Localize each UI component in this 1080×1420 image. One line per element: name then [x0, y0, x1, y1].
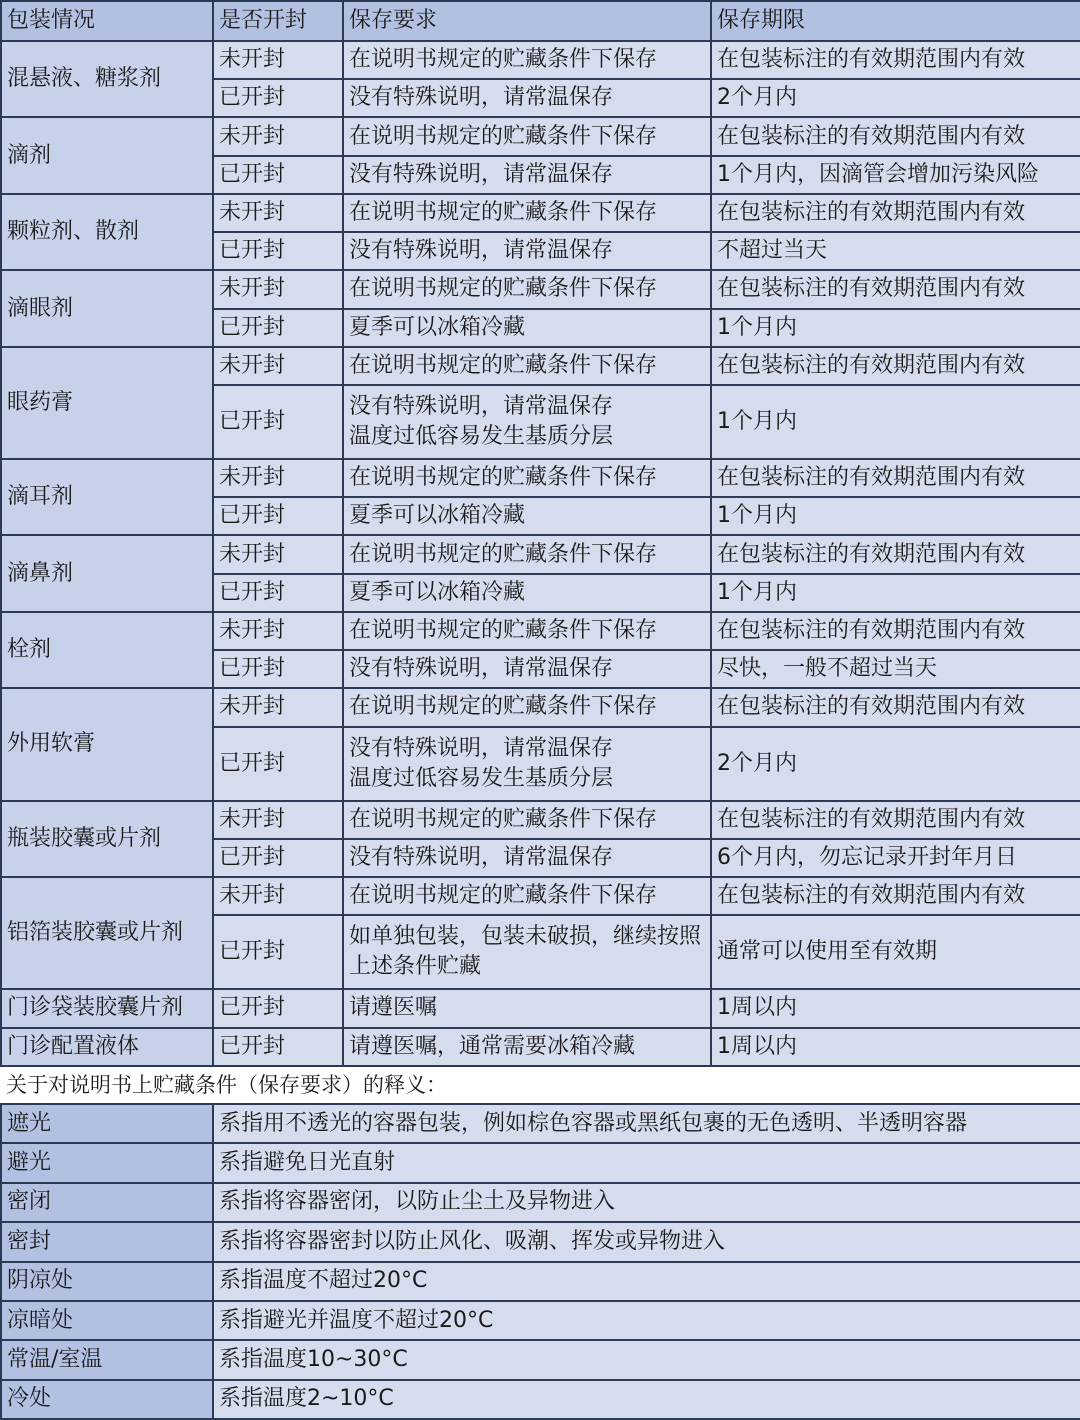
term-cell: 冷处 [1, 1380, 213, 1419]
term-row [1, 1222, 1080, 1261]
period-cell: 在包装标注的有效期范围内有效 [711, 535, 1080, 573]
table-row [1, 117, 1080, 155]
period-cell: 在包装标注的有效期范围内有效 [711, 459, 1080, 497]
period-cell: 1个月内 [711, 497, 1080, 535]
requirement-cell: 在说明书规定的贮藏条件下保存 [343, 688, 711, 726]
requirement-cell: 在说明书规定的贮藏条件下保存 [343, 877, 711, 915]
period-cell: 在包装标注的有效期范围内有效 [711, 877, 1080, 915]
period-cell: 在包装标注的有效期范围内有效 [711, 270, 1080, 308]
term-row [1, 1143, 1080, 1182]
storage-table-body [1, 41, 1080, 1066]
opened-status-cell: 未开封 [213, 347, 343, 385]
requirement-cell: 夏季可以冰箱冷藏 [343, 309, 711, 347]
term-row [1, 1262, 1080, 1301]
requirement-line: 温度过低容易发生基质分层 [349, 424, 614, 449]
terms-table [0, 1103, 1080, 1420]
opened-status-cell: 已开封 [213, 385, 343, 459]
opened-status-cell: 已开封 [213, 989, 343, 1027]
table-row [1, 801, 1080, 839]
requirement-cell: 没有特殊说明，请常温保存 [343, 156, 711, 194]
requirement-cell: 在说明书规定的贮藏条件下保存 [343, 347, 711, 385]
requirement-cell: 在说明书规定的贮藏条件下保存 [343, 270, 711, 308]
definition-cell: 系指温度不超过20°C [213, 1262, 1080, 1301]
opened-status-cell: 已开封 [213, 309, 343, 347]
header-packaging: 包装情况 [1, 1, 213, 41]
period-cell: 2个月内 [711, 727, 1080, 801]
period-cell: 6个月内，勿忘记录开封年月日 [711, 839, 1080, 877]
category-cell: 滴剂 [1, 117, 213, 193]
term-row [1, 1104, 1080, 1143]
opened-status-cell: 未开封 [213, 801, 343, 839]
table-row [1, 535, 1080, 573]
opened-status-cell: 已开封 [213, 574, 343, 612]
requirement-cell: 在说明书规定的贮藏条件下保存 [343, 612, 711, 650]
opened-status-cell: 已开封 [213, 497, 343, 535]
requirement-cell: 在说明书规定的贮藏条件下保存 [343, 535, 711, 573]
definition-cell: 系指用不透光的容器包装，例如棕色容器或黑纸包裹的无色透明、半透明容器 [213, 1104, 1080, 1143]
opened-status-cell: 已开封 [213, 650, 343, 688]
term-cell: 避光 [1, 1143, 213, 1182]
term-cell: 常温/室温 [1, 1340, 213, 1379]
requirement-cell: 请遵医嘱 [343, 989, 711, 1027]
period-cell: 1周以内 [711, 989, 1080, 1027]
requirement-cell [343, 727, 711, 801]
requirement-cell: 请遵医嘱，通常需要冰箱冷藏 [343, 1028, 711, 1066]
term-cell: 阴凉处 [1, 1262, 213, 1301]
term-row [1, 1301, 1080, 1340]
requirement-cell: 在说明书规定的贮藏条件下保存 [343, 459, 711, 497]
header-period: 保存期限 [711, 1, 1080, 41]
category-cell: 瓶装胶囊或片剂 [1, 801, 213, 877]
period-cell: 在包装标注的有效期范围内有效 [711, 117, 1080, 155]
opened-status-cell: 已开封 [213, 1028, 343, 1066]
term-row [1, 1340, 1080, 1379]
opened-status-cell: 未开封 [213, 194, 343, 232]
term-cell: 凉暗处 [1, 1301, 213, 1340]
period-cell: 在包装标注的有效期范围内有效 [711, 612, 1080, 650]
category-cell: 栓剂 [1, 612, 213, 688]
requirement-cell: 在说明书规定的贮藏条件下保存 [343, 41, 711, 79]
table-row [1, 194, 1080, 232]
period-cell: 不超过当天 [711, 232, 1080, 270]
definition-cell: 系指避光并温度不超过20°C [213, 1301, 1080, 1340]
table-row [1, 989, 1080, 1027]
requirement-cell: 在说明书规定的贮藏条件下保存 [343, 194, 711, 232]
table-row [1, 41, 1080, 79]
period-cell: 2个月内 [711, 79, 1080, 117]
opened-status-cell: 已开封 [213, 79, 343, 117]
period-cell: 通常可以使用至有效期 [711, 915, 1080, 989]
category-cell: 眼药膏 [1, 347, 213, 459]
opened-status-cell: 未开封 [213, 41, 343, 79]
category-cell: 滴耳剂 [1, 459, 213, 535]
requirement-cell: 夏季可以冰箱冷藏 [343, 497, 711, 535]
term-cell: 密闭 [1, 1183, 213, 1222]
opened-status-cell: 未开封 [213, 117, 343, 155]
requirement-cell: 在说明书规定的贮藏条件下保存 [343, 117, 711, 155]
terms-table-body [1, 1104, 1080, 1419]
opened-status-cell: 已开封 [213, 915, 343, 989]
category-cell: 门诊配置液体 [1, 1028, 213, 1066]
category-cell: 铝箔装胶囊或片剂 [1, 877, 213, 989]
opened-status-cell: 已开封 [213, 839, 343, 877]
definition-cell: 系指温度10~30°C [213, 1340, 1080, 1379]
term-row [1, 1380, 1080, 1419]
term-cell: 遮光 [1, 1104, 213, 1143]
table-row [1, 270, 1080, 308]
category-cell: 门诊袋装胶囊片剂 [1, 989, 213, 1027]
requirement-cell: 没有特殊说明，请常温保存 [343, 232, 711, 270]
table-row [1, 688, 1080, 726]
storage-note: 关于对说明书上贮藏条件（保存要求）的释义： [0, 1067, 1080, 1103]
table-row [1, 1028, 1080, 1066]
opened-status-cell: 未开封 [213, 270, 343, 308]
period-cell: 在包装标注的有效期范围内有效 [711, 347, 1080, 385]
opened-status-cell: 未开封 [213, 612, 343, 650]
requirement-cell: 没有特殊说明，请常温保存 [343, 839, 711, 877]
opened-status-cell: 已开封 [213, 156, 343, 194]
table-row [1, 612, 1080, 650]
category-cell: 颗粒剂、散剂 [1, 194, 213, 270]
requirement-cell: 如单独包装，包装未破损，继续按照上述条件贮藏 [343, 915, 711, 989]
category-cell: 滴鼻剂 [1, 535, 213, 611]
opened-status-cell: 未开封 [213, 535, 343, 573]
definition-cell: 系指避免日光直射 [213, 1143, 1080, 1182]
opened-status-cell: 已开封 [213, 727, 343, 801]
requirement-cell: 在说明书规定的贮藏条件下保存 [343, 801, 711, 839]
opened-status-cell: 未开封 [213, 688, 343, 726]
header-requirement: 保存要求 [343, 1, 711, 41]
period-cell: 尽快，一般不超过当天 [711, 650, 1080, 688]
requirement-cell [343, 385, 711, 459]
category-cell: 滴眼剂 [1, 270, 213, 346]
period-cell: 1个月内 [711, 385, 1080, 459]
header-opened: 是否开封 [213, 1, 343, 41]
category-cell: 外用软膏 [1, 688, 213, 800]
opened-status-cell: 未开封 [213, 459, 343, 497]
period-cell: 在包装标注的有效期范围内有效 [711, 801, 1080, 839]
requirement-line: 温度过低容易发生基质分层 [349, 765, 614, 791]
period-cell: 1个月内 [711, 574, 1080, 612]
requirement-cell: 没有特殊说明，请常温保存 [343, 650, 711, 688]
table-row [1, 459, 1080, 497]
requirement-line: 没有特殊说明，请常温保存 [349, 735, 614, 761]
opened-status-cell: 已开封 [213, 232, 343, 270]
period-cell: 在包装标注的有效期范围内有效 [711, 41, 1080, 79]
period-cell: 1个月内，因滴管会增加污染风险 [711, 156, 1080, 194]
header-row [1, 1, 1080, 41]
definition-cell: 系指将容器密封以防止风化、吸潮、挥发或异物进入 [213, 1222, 1080, 1261]
table-row [1, 347, 1080, 385]
category-cell: 混悬液、糖浆剂 [1, 41, 213, 117]
requirement-cell: 夏季可以冰箱冷藏 [343, 574, 711, 612]
definition-cell: 系指将容器密闭，以防止尘土及异物进入 [213, 1183, 1080, 1222]
table-row [1, 877, 1080, 915]
period-cell: 在包装标注的有效期范围内有效 [711, 194, 1080, 232]
period-cell: 在包装标注的有效期范围内有效 [711, 688, 1080, 726]
requirement-cell: 没有特殊说明，请常温保存 [343, 79, 711, 117]
period-cell: 1个月内 [711, 309, 1080, 347]
opened-status-cell: 未开封 [213, 877, 343, 915]
period-cell: 1周以内 [711, 1028, 1080, 1066]
term-cell: 密封 [1, 1222, 213, 1261]
requirement-line: 没有特殊说明，请常温保存 [349, 394, 614, 419]
definition-cell: 系指温度2~10°C [213, 1380, 1080, 1419]
term-row [1, 1183, 1080, 1222]
